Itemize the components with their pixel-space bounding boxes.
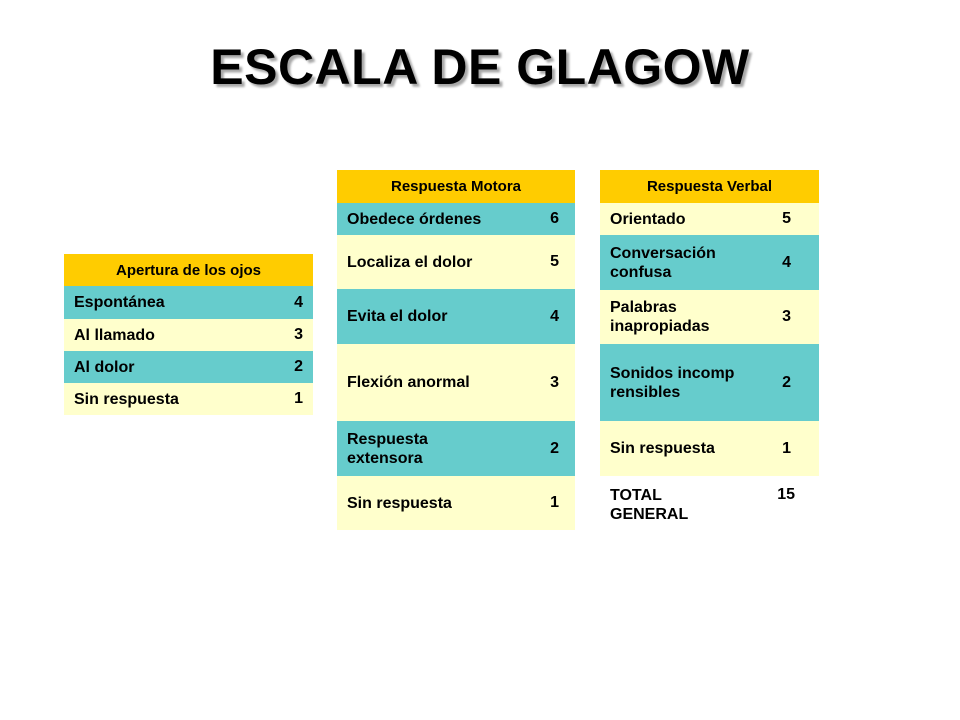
row-label: Respuesta extensora: [347, 430, 428, 467]
table-row: [64, 286, 313, 319]
row-label: Sonidos incomprensibles: [610, 364, 735, 401]
table-row: [337, 344, 575, 421]
row-label: Orientado: [610, 210, 686, 228]
table-row: [600, 344, 819, 421]
row-label: Palabras inapropiadas: [610, 299, 710, 335]
row-label: Al llamado: [74, 326, 155, 344]
row-label: Espontánea: [74, 294, 165, 311]
verbal-response-table: [600, 170, 819, 530]
row-label: Obedece órdenes: [347, 210, 482, 228]
row-label: Sin respuesta: [347, 494, 452, 512]
row-label: Sin respuesta: [610, 440, 715, 457]
table-row: [64, 319, 313, 351]
table-row: [600, 421, 819, 476]
eye-opening-table: [64, 254, 313, 415]
row-label: Evita el dolor: [347, 308, 448, 325]
row-value: 4: [782, 253, 791, 271]
table-row: [337, 203, 575, 235]
row-value: 5: [782, 210, 791, 227]
verbal-response-header: Respuesta Verbal: [600, 170, 819, 203]
table-row: [337, 476, 575, 530]
eye-opening-header: Apertura de los ojos: [64, 254, 313, 286]
table-row: [337, 421, 575, 476]
row-value: 2: [550, 439, 559, 457]
row-value: 1: [294, 390, 303, 407]
motor-response-header: Respuesta Motora: [337, 170, 575, 203]
row-value: 1: [550, 494, 559, 511]
row-value: 3: [782, 308, 791, 325]
row-label: Localiza el dolor: [347, 253, 473, 271]
row-value: 3: [294, 326, 303, 343]
table-row: [337, 289, 575, 344]
table-row: [337, 235, 575, 289]
table-row: [600, 203, 819, 235]
page-title: ESCALA DE GLAGOW: [210, 39, 750, 95]
table-row: [64, 383, 313, 415]
row-value: 4: [294, 293, 303, 311]
row-label: Sin respuesta: [74, 390, 179, 408]
total-row: [600, 476, 819, 530]
table-row: [600, 290, 819, 344]
total-value: 15: [777, 486, 795, 503]
motor-response-table: [337, 170, 575, 530]
row-value: 3: [550, 373, 559, 391]
row-label: Flexión anormal: [347, 374, 470, 391]
row-label: Conversación confusa: [610, 244, 716, 281]
row-value: 4: [550, 307, 559, 325]
table-row: [64, 351, 313, 383]
row-value: 5: [550, 253, 559, 270]
row-label: Al dolor: [74, 358, 135, 376]
table-row: [600, 235, 819, 290]
row-value: 6: [550, 210, 559, 227]
row-value: 1: [782, 439, 791, 457]
row-value: 2: [782, 373, 791, 391]
total-label: TOTAL GENERAL: [610, 487, 689, 523]
row-value: 2: [294, 358, 303, 375]
